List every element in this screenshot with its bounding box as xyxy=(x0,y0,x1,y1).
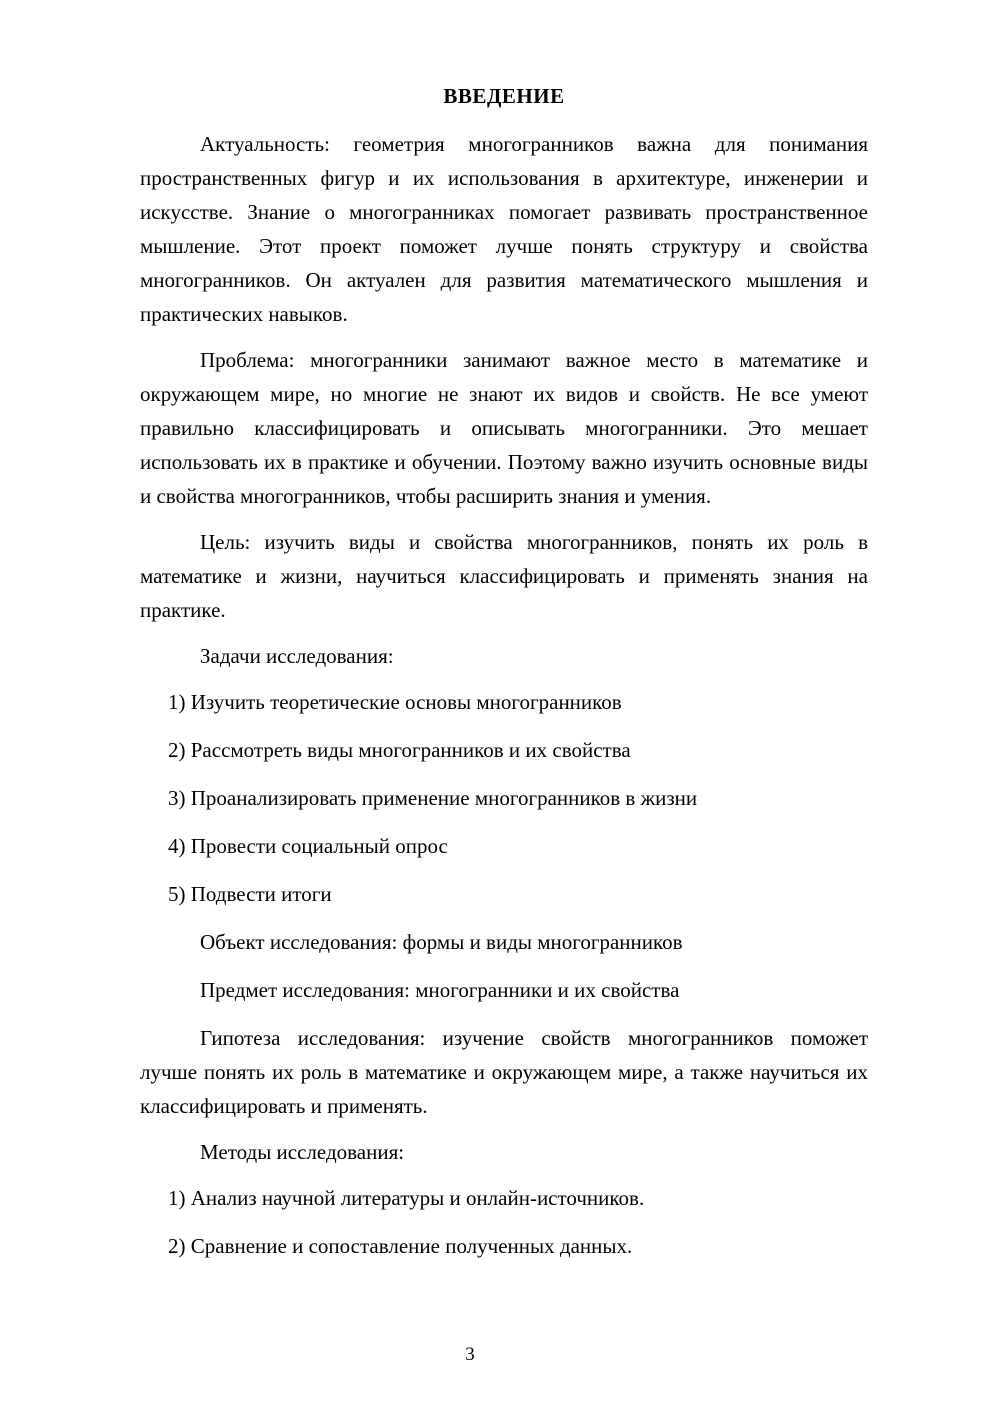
page-title: ВВЕДЕНИЕ xyxy=(443,84,565,108)
list-item: 4) Провести социальный опрос xyxy=(168,834,448,859)
list-item: 2) Рассмотреть виды многогранников и их свойства xyxy=(168,738,631,763)
list-item: 3) Проанализировать применение многогранников в жизни xyxy=(168,786,698,811)
research-subject: Предмет исследования: многогранники и их свойства xyxy=(200,978,680,1003)
tasks-heading: Задачи исследования: xyxy=(200,644,394,669)
list-item: 1) Анализ научной литературы и онлайн-источников. xyxy=(168,1186,645,1211)
paragraph-hypothesis: Гипотеза исследования: изучение свойств многогранников поможет лучше понять их роль в математике и окружающем мире, а также научиться их классифицировать и применять. xyxy=(140,1026,868,1119)
paragraph-relevance: Актуальность: геометрия многогранников важна для понимания пространственных фигур и их использования в архитектуре, инженерии и искусстве. Знание о многогранниках помогает развивать пространственное мышление. Этот проект поможет лучше понять структуру и свойства многогранников. Он актуален для развития математического мышления и практических навыков. xyxy=(140,132,868,327)
paragraph-problem: Проблема: многогранники занимают важное место в математике и окружающем мире, но многие не знают их видов и свойств. Не все умеют правильно классифицировать и описывать многогранники. Это мешает использовать их в практике и обучении. Поэтому важно изучить основные виды и свойства многогранников, чтобы расширить знания и умения. xyxy=(140,348,868,509)
list-item: 2) Сравнение и сопоставление полученных данных. xyxy=(168,1234,633,1259)
methods-heading: Методы исследования: xyxy=(200,1140,405,1165)
paragraph-goal: Цель: изучить виды и свойства многогранников, понять их роль в математике и жизни, научиться классифицировать и применять знания на практике. xyxy=(140,530,868,623)
list-item: 1) Изучить теоретические основы многогранников xyxy=(168,690,622,715)
research-object: Объект исследования: формы и виды многогранников xyxy=(200,930,683,955)
page-number: 3 xyxy=(465,1344,475,1365)
list-item: 5) Подвести итоги xyxy=(168,882,332,907)
